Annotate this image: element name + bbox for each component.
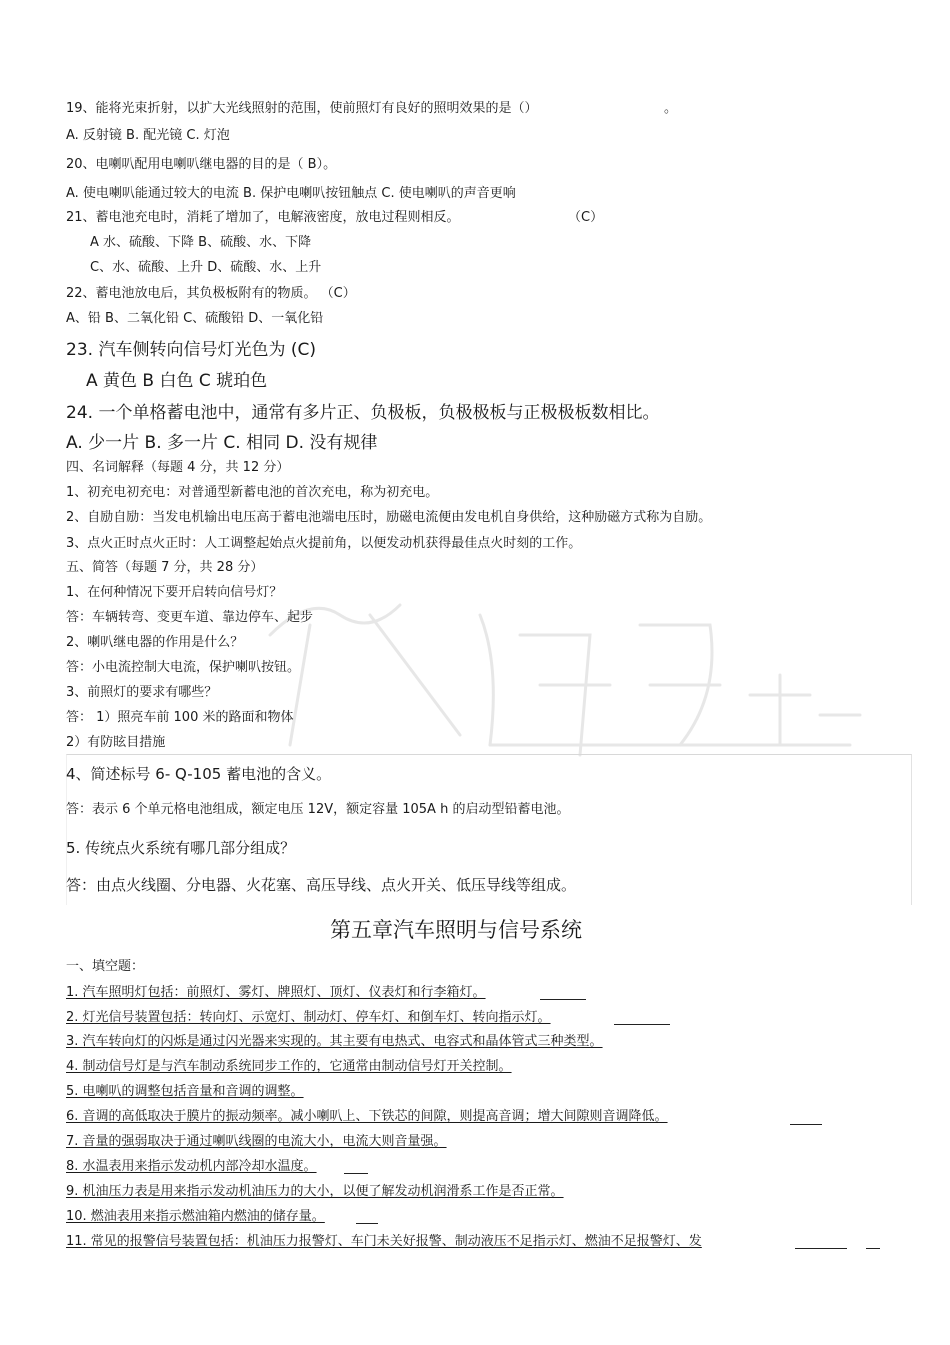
- answer-blank: [614, 1023, 670, 1025]
- answer-blank: [866, 1247, 880, 1249]
- q21-options-cd: C、水、硫酸、上升 D、硫酸、水、上升: [90, 260, 322, 275]
- fill-item-3: 3. 汽车转向灯的闪烁是通过闪光器来实现的。其主要有电热式、电容式和晶体管式三种类型。: [66, 1034, 603, 1049]
- fill-item-4: 4. 制动信号灯是与汽车制动系统同步工作的，它通常由制动信号灯开关控制。: [66, 1059, 512, 1074]
- fill-item-10: 10. 燃油表用来指示燃油箱内燃油的储存量。: [66, 1209, 325, 1224]
- section5-a3-line1: 答： 1）照亮车前 100 米的路面和物体: [66, 710, 294, 725]
- watermark-graphic: [250, 575, 870, 765]
- q24-stem: 24. 一个单格蓄电池中，通常有多片正、负极板，负极极板与正极极板数相比。: [66, 403, 660, 423]
- q20-options: A. 使电喇叭能通过较大的电流 B. 保护电喇叭按钮触点 C. 使电喇叭的声音更响: [66, 186, 516, 201]
- q24-options: A. 少一片 B. 多一片 C. 相同 D. 没有规律: [66, 433, 378, 453]
- q23-stem: 23. 汽车侧转向信号灯光色为 (C): [66, 340, 316, 360]
- answer-blank: [795, 1247, 847, 1249]
- section5-q1: 1、在何种情况下要开启转向信号灯？: [66, 585, 283, 600]
- q19-end: 。: [664, 101, 678, 116]
- section4-heading: 四、名词解释（每题 4 分，共 12 分）: [66, 460, 290, 475]
- section5-q5: 5. 传统点火系统有哪几部分组成？: [66, 839, 296, 857]
- chapter-title: 第五章汽车照明与信号系统: [330, 918, 582, 942]
- q21-stem: 21、蓄电池充电时，消耗了增加了，电解液密度，放电过程则相反。: [66, 210, 460, 225]
- q20-stem: 20、电喇叭配用电喇叭继电器的目的是（ B）。: [66, 157, 337, 172]
- q19-stem: 19、能将光束折射，以扩大光线照射的范围，使前照灯有良好的照明效果的是（）: [66, 101, 538, 116]
- fill-item-5: 5. 电喇叭的调整包括音量和音调的调整。: [66, 1084, 304, 1099]
- answer-blank: [344, 1172, 368, 1174]
- answer-blank: [790, 1123, 822, 1125]
- q21-answer: （C）: [568, 210, 604, 225]
- section5-a4: 答：表示 6 个单元格电池组成，额定电压 12V，额定容量 105A h 的启动型铅蓄电池。: [66, 802, 570, 817]
- section5-a5: 答：由点火线圈、分电器、火花塞、高压导线、点火开关、低压导线等组成。: [66, 876, 577, 894]
- section5-heading: 五、简答（每题 7 分，共 28 分）: [66, 560, 264, 575]
- fill-item-9: 9. 机油压力表是用来指示发动机油压力的大小，以便了解发动机润滑系工作是否正常。: [66, 1184, 564, 1199]
- fill-heading: 一、填空题：: [66, 959, 145, 974]
- section5-q3: 3、前照灯的要求有哪些？: [66, 685, 218, 700]
- q23-options: A 黄色 B 白色 C 琥珀色: [86, 371, 268, 391]
- section5-a1: 答：车辆转弯、变更车道、靠边停车、起步: [66, 610, 314, 625]
- fill-item-1: 1. 汽车照明灯包括：前照灯、雾灯、牌照灯、顶灯、仪表灯和行李箱灯。: [66, 985, 486, 1000]
- section5-q2: 2、喇叭继电器的作用是什么？: [66, 635, 244, 650]
- section5-a2: 答：小电流控制大电流，保护喇叭按钮。: [66, 660, 301, 675]
- fill-item-11: 11. 常见的报警信号装置包括：机油压力报警灯、车门未关好报警、制动液压不足指示灯、燃油不足报警灯、发: [66, 1234, 702, 1249]
- section4-item-3: 3、点火正时点火正时：人工调整起始点火提前角，以便发动机获得最佳点火时刻的工作。: [66, 536, 582, 551]
- q22-stem: 22、蓄电池放电后，其负极板附有的物质。 （C）: [66, 286, 356, 301]
- q22-options: A、铅 B、二氧化铅 C、硫酸铅 D、一氧化铅: [66, 311, 324, 326]
- answer-blank: [356, 1222, 378, 1224]
- section4-item-1: 1、初充电初充电：对普通型新蓄电池的首次充电，称为初充电。: [66, 485, 439, 500]
- section5-a3-line2: 2）有防眩目措施: [66, 735, 166, 750]
- fill-item-2: 2. 灯光信号装置包括：转向灯、示宽灯、制动灯、停车灯、和倒车灯、转向指示灯。: [66, 1010, 551, 1025]
- fill-item-7: 7. 音量的强弱取决于通过喇叭线圈的电流大小，电流大则音量强。: [66, 1134, 447, 1149]
- fill-item-8: 8. 水温表用来指示发动机内部冷却水温度。: [66, 1159, 317, 1174]
- answer-blank: [540, 998, 586, 1000]
- q19-options: A. 反射镜 B. 配光镜 C. 灯泡: [66, 128, 230, 143]
- section5-q4: 4、简述标号 6- Q-105 蓄电池的含义。: [66, 765, 332, 783]
- fill-item-6: 6. 音调的高低取决于膜片的振动频率。减小喇叭上、下铁芯的间隙，则提高音调；增大间隙则音调降低。: [66, 1109, 668, 1124]
- q21-options-ab: A 水、硫酸、下降 B、硫酸、水、下降: [90, 235, 312, 250]
- section4-item-2: 2、自励自励：当发电机输出电压高于蓄电池端电压时，励磁电流便由发电机自身供给，这种励磁方式称为自励。: [66, 510, 712, 525]
